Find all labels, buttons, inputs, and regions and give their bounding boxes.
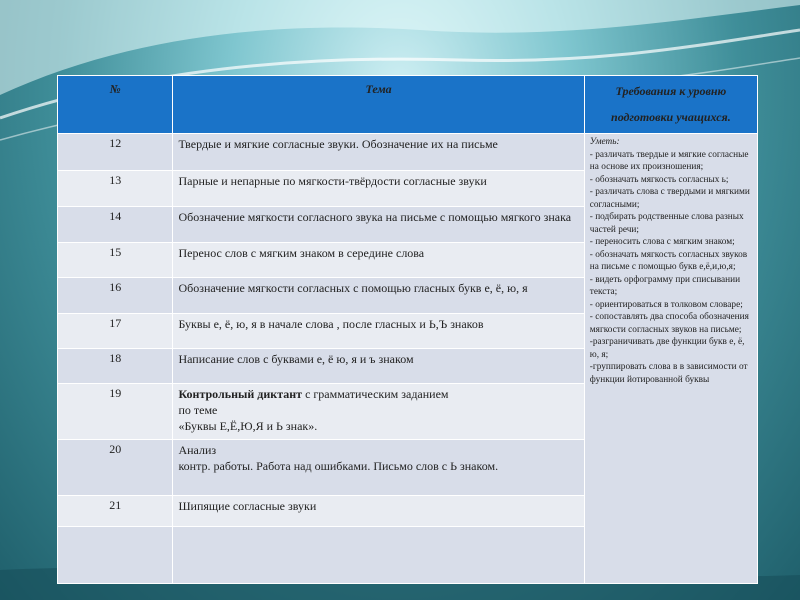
row-topic: Шипящие согласные звуки: [173, 496, 584, 527]
requirement-item: -разграничивать две функции букв е, ё, ю, я;: [589, 337, 745, 360]
row-topic: [173, 440, 584, 496]
row-topic: [173, 384, 584, 440]
row-topic-rest: с грамматическим заданием: [302, 387, 449, 401]
requirements-title: Уметь:: [589, 137, 620, 147]
row-topic-line2: по теме: [178, 403, 218, 417]
row-number: 19: [58, 384, 173, 440]
row-number: 16: [58, 278, 173, 314]
requirement-item: - ориентироваться в толковом словаре;: [589, 299, 743, 310]
row-number: 13: [58, 171, 173, 207]
row-number: 20: [58, 440, 173, 496]
header-row: [58, 76, 758, 134]
row-number: 12: [58, 134, 173, 171]
requirement-item: - различать слова с твердыми и мягкими согласными;: [589, 187, 750, 210]
header-requirements-line2: подготовки учащихся.: [611, 110, 731, 124]
requirements-cell: [584, 134, 757, 584]
row-topic: Перенос слов с мягким знаком в середине слова: [173, 243, 584, 278]
row-topic-line2: контр. работы. Работа над ошибками. Письмо слов с Ь знаком.: [178, 459, 499, 473]
requirement-item: - различать твердые и мягкие согласные на основе их произношения;: [589, 149, 749, 172]
requirement-item: - обозначать мягкость согласных ь;: [589, 174, 729, 185]
row-number: 21: [58, 496, 173, 527]
row-number: [58, 527, 173, 584]
header-requirements-line1: Требования к уровню: [615, 84, 727, 98]
row-topic: [173, 527, 584, 584]
row-topic-line3: «Буквы Е,Ё,Ю,Я и Ь знак».: [178, 419, 318, 433]
row-topic: Обозначение мягкости согласного звука на письме с помощью мягкого знака: [173, 207, 584, 243]
row-topic: Буквы е, ё, ю, я в начале слова , после гласных и Ь,Ъ знаков: [173, 314, 584, 349]
requirement-item: - видеть орфограмму при списывании текста;: [589, 274, 741, 297]
row-number: 14: [58, 207, 173, 243]
requirement-item: - переносить слова с мягким знаком;: [589, 237, 735, 247]
table-row: [58, 134, 758, 171]
row-topic: Обозначение мягкости согласных с помощью гласных букв е, ё, ю, я: [173, 278, 584, 314]
header-number: №: [58, 76, 173, 134]
row-topic-line1: Анализ: [178, 443, 217, 457]
row-topic: Твердые и мягкие согласные звуки. Обозначение их на письме: [173, 134, 584, 171]
row-number: 18: [58, 349, 173, 384]
row-number: 15: [58, 243, 173, 278]
lesson-plan-table: [57, 75, 758, 584]
requirement-item: - обозначать мягкость согласных звуков на письме с помощью букв е,ё,и,ю,я;: [589, 249, 748, 272]
row-topic: Парные и непарные по мягкости-твёрдости согласные звуки: [173, 171, 584, 207]
requirement-item: -группировать слова в в зависимости от функции йотированной буквы: [589, 362, 748, 385]
header-requirements: [584, 76, 757, 134]
requirement-item: - сопоставлять два способа обозначения мягкости согласных звуков на письме;: [589, 312, 749, 335]
row-topic: Написание слов с буквами е, ё ю, я и ъ знаком: [173, 349, 584, 384]
header-topic: Тема: [173, 76, 584, 134]
row-number: 17: [58, 314, 173, 349]
requirement-item: - подбирать родственные слова разных частей речи;: [589, 212, 744, 235]
row-topic-bold: Контрольный диктант: [178, 387, 303, 401]
